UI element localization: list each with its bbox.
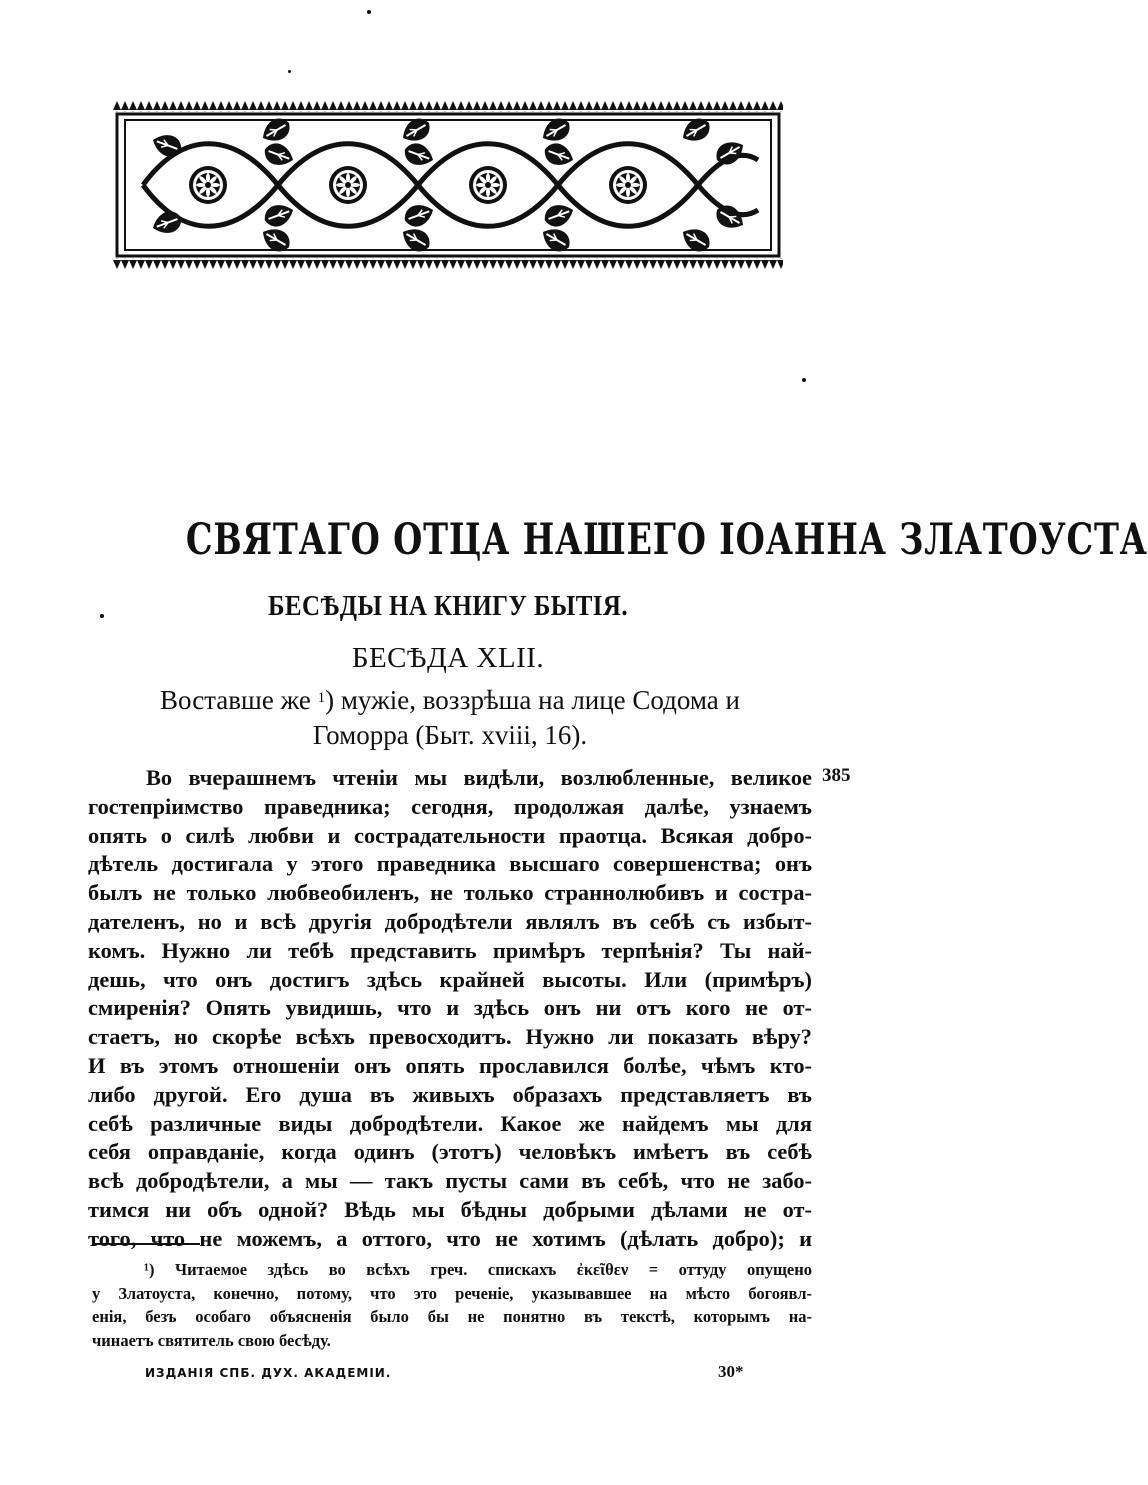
text-line: дѣтель достигала у этого праведника высшаго совершенства; онъ	[88, 851, 812, 877]
page-title: СВЯТАГО ОТЦА НАШЕГО ІОАННА ЗЛАТОУСТА	[185, 515, 1148, 565]
text-line: дателенъ, но и всѣ другія добродѣтели являлъ въ себѣ съ избыт-	[88, 908, 812, 934]
body-paragraph	[88, 764, 812, 1254]
text-line: себя оправданіе, когда одинъ (этотъ) человѣкъ имѣетъ въ себѣ	[88, 1139, 812, 1165]
epigraph-text: ) мужіе, воззрѣша на лице Содома и	[325, 685, 740, 715]
footnote-rule	[92, 1243, 200, 1245]
text-line: гостепріимство праведника; сегодня, продолжая далѣе, узнаемъ	[88, 793, 812, 819]
epigraph	[100, 683, 800, 753]
margin-page-number: 385	[822, 765, 851, 786]
text-line: опять о силѣ любви и сострадательности праотца. Всякая добро-	[88, 822, 812, 848]
text-line: всѣ добродѣтели, а мы — такъ пусты сами въ себѣ, что не забо-	[88, 1168, 812, 1194]
text-line: смиренія? Опять увидишь, что и здѣсь онъ ни отъ кого не от-	[88, 995, 812, 1021]
epigraph-line: Гоморра (Быт. xviii, 16).	[312, 720, 588, 750]
epigraph-text: Воставше же	[160, 685, 318, 715]
printer-signature: ИЗДАНІЯ СПБ. ДУХ. АКАДЕМІИ.	[145, 1366, 392, 1380]
speck	[802, 378, 806, 382]
speck	[288, 70, 291, 73]
book-subtitle: БЕСѢДЫ НА КНИГУ БЫТІЯ.	[267, 590, 629, 622]
text-line: Во вчерашнемъ чтеніи мы видѣли, возлюбленные, великое	[146, 765, 812, 790]
footnote-mark: 1	[317, 690, 326, 706]
text-line: себѣ различные виды добродѣтели. Какое же найдемъ мы для	[88, 1110, 812, 1136]
footnote	[92, 1258, 812, 1352]
footnote-line: чинаетъ святитель свою бесѣду.	[92, 1330, 331, 1350]
text-line: комъ. Нужно ли тебѣ представить примѣръ терпѣнія? Ты най-	[88, 937, 812, 963]
text-line: былъ не только любвеобиленъ, не только страннолюбивъ и состра-	[88, 880, 812, 906]
epigraph-line	[100, 683, 800, 718]
text-line: либо другой. Его душа въ живыхъ образахъ представляетъ въ	[88, 1081, 812, 1107]
footnote-line: ¹) Читаемое здѣсь во всѣхъ греч. спискахъ ἐκεῖθεν = оттуду опущено	[144, 1260, 812, 1279]
homily-heading: БЕСѢДА XLII.	[351, 642, 545, 674]
text-line: И въ этомъ отношеніи онъ опять прославился болѣе, чѣмъ кто-	[88, 1052, 812, 1078]
footnote-line: енія, безъ особаго объясненія было бы не понятно въ текстѣ, которымъ на-	[92, 1307, 812, 1326]
speck	[367, 10, 371, 14]
ornamental-headpiece	[113, 100, 783, 270]
text-line: того, что не можемъ, а оттого, что не хотимъ (дѣлать добро); и	[88, 1225, 812, 1251]
footnote-line: у Златоуста, конечно, потому, что это реченіе, указывавшее на мѣсто богоявл-	[92, 1283, 812, 1303]
sheet-number: 30*	[718, 1362, 744, 1381]
text-line: стаетъ, но скорѣе всѣхъ превосходитъ. Нужно ли показать вѣру?	[88, 1024, 812, 1050]
text-line: дешь, что онъ достигъ здѣсь крайней высоты. Или (примѣръ)	[88, 966, 812, 992]
text-line: тимся ни объ одной? Вѣдь мы бѣдны добрыми дѣлами не от-	[88, 1196, 812, 1222]
